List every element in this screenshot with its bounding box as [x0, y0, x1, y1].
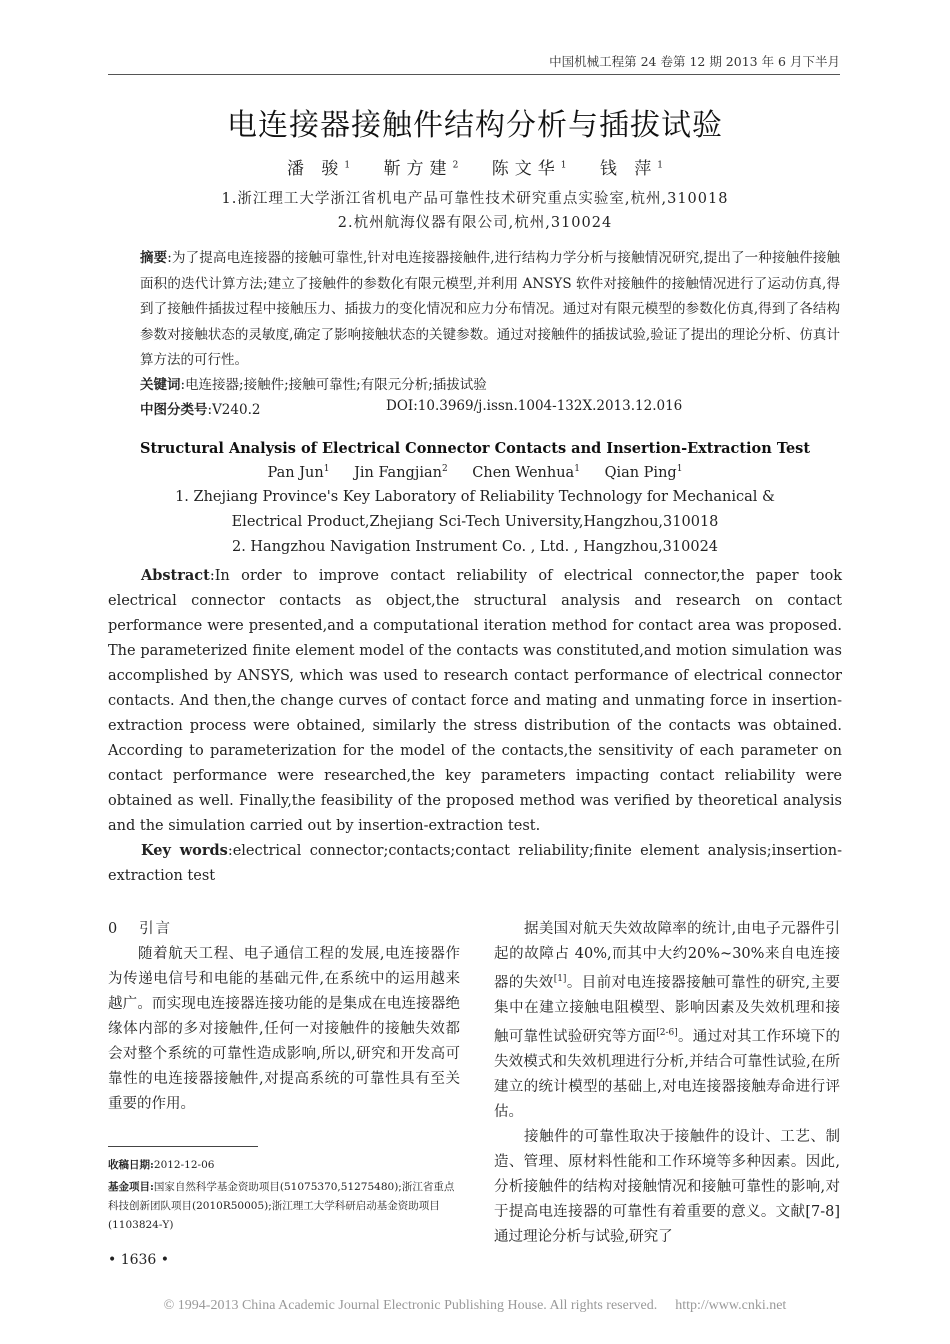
keywords-en: Key words:electrical connector;contacts;contact reliability;finite element analysis;insertion-extraction test [108, 842, 842, 884]
author-en: Chen Wenhua$^1$ [472, 464, 580, 481]
author-en: Pan Jun$^1$ [267, 464, 330, 481]
abstract-cn-text: 为了提高电连接器的接触可靠性,针对电连接器接触件,进行结构力学分析与接触情况研究,提出了一种接触件接触面积的迭代计算方法;建立了接触件的参数化有限元模型,并利用 ANSYS 软件对接触件的接触情况进行了运动仿真,得到了接触件插拔过程中接触压力、插拔力的变化情况和应力分布情况。通过对有限元模型的参数化仿真,得到了各结构参数对接触状态的灵敏度,确定了影响接触状态的关键参数。通过对接触件的插拔试验,验证了提出的理论分析、仿真计算方法的可行性。 [140, 250, 841, 368]
author-cn: 钱 萍$^1$ [599, 159, 663, 179]
affiliation-en-1: 1. Zhejiang Province's Key Laboratory of Reliability Technology for Mechanical & [175, 489, 775, 505]
author-en: Jin Fangjian$^2$ [354, 464, 448, 481]
abstract-cn: 摘要:为了提高电连接器的接触可靠性,针对电连接器接触件,进行结构力学分析与接触情况研究,提出了一种接触件接触面积的迭代计算方法;建立了接触件的参数化有限元模型,并利用 ANSYS 软件对接触件的接触情况进行了运动仿真,得到了接触件插拔过程中接触压力、插拔力的变化情况和应力分布情况。通过对有限元模型的参数化仿真,得到了各结构参数对接触状态的灵敏度,确定了影响接触状态的关键参数。通过对接触件的插拔试验,验证了提出的理论分析、仿真计算方法的可行性。 [140, 250, 841, 368]
footnote-received: 收稿日期:2012-12-06 [108, 1159, 215, 1171]
intro-paragraph-right-1: 据美国对航天失效故障率的统计,由电子元器件引起的故障占 40%,而其中大约20%~30%来自电连接器的失效[1]。目前对电连接器接触可靠性的研究,主要集中在建立接触电阻模型、影响因素及失效机理和接触可靠性试验研究等方面[2-6]。通过对其工作环境下的失效模式和失效机理进行分析,并结合可靠性试验,在所建立的统计模型的基础上,对电连接器接触寿命进行评估。 [494, 921, 841, 1120]
author-cn: 潘 骏$^1$ [287, 159, 351, 179]
authors-cn [0, 154, 950, 179]
doi: DOI:10.3969/j.issn.1004-132X.2013.12.016 [386, 398, 683, 414]
abstract-en-label: Abstract [141, 567, 210, 584]
paper-title: 电连接器接触件结构分析与插拔试验 [227, 108, 723, 143]
keywords-cn: 关键词:电连接器;接触件;接触可靠性;有限元分析;插拔试验 [140, 377, 487, 393]
footnote-rule [108, 1146, 258, 1147]
header-rule [108, 74, 840, 75]
affiliation-en-2: 2. Hangzhou Navigation Instrument Co. , Ltd. , Hangzhou,310024 [231, 539, 719, 555]
affiliation-en-1-cont: Electrical Product,Zhejiang Sci-Tech University,Hangzhou,310018 [231, 514, 719, 530]
footnote-fund: 基金项目:国家自然科学基金资助项目(51075370,51275480);浙江省重点科技创新团队项目(2010R50005);浙江理工大学科研启动基金资助项目(1103824-Y) [108, 1181, 455, 1231]
title-en: Structural Analysis of Electrical Connector Contacts and Insertion-Extraction Test [139, 440, 811, 457]
intro-paragraph-right-2: 接触件的可靠性取决于接触件的设计、工艺、制造、管理、原材料性能和工作环境等多种因素。因此,分析接触件的结构对接触情况和接触可靠性的影响,对于提高电连接器的可靠性有着重要的意义。文献[7-8]通过理论分析与试验,研究了 [494, 1129, 840, 1245]
section-heading: 0 引言 [108, 921, 173, 937]
abstract-en-text: In order to improve contact reliability of electrical connector,the paper took electrical connector contacts as object,the structural analysis and research on contact performance were presented,and a computational iteration method for contact area was proposed. The parameterized finite element model of the contacts was constituted,and motion simulation was accomplished by ANSYS, which was used to research contact performance of electrical connector contacts. And then,the change curves of contact force and mating and unmating force in insertion-extraction process were obtained, similarly the stress distribution of the contacts was obtained. According to parameterization for the model of the contacts,the sensitivity of each parameter on contact performance were researched,the key parameters impacting contact reliability were obtained as well. Finally,the feasibility of the proposed method was verified by theoretical analysis and the simulation carried out by insertion-extraction test. [108, 568, 842, 834]
journal-header: 中国机械工程第 24 卷第 12 期 2013 年 6 月下半月 [549, 54, 840, 69]
copyright-notice: © 1994-2013 China Academic Journal Electronic Publishing House. All rights reserved. http://www.cnki.net [163, 1298, 787, 1313]
abstract-en: Abstract:In order to improve contact reliability of electrical connector,the paper took electrical connector contacts as object,the structural analysis and research on contact performance were presented,and a computational iteration method for contact area was proposed. The parameterized finite element model of the contacts was constituted,and motion simulation was accomplished by ANSYS, which was used to research contact performance of electrical connector contacts. And then,the change curves of contact force and mating and unmating force in insertion-extraction process were obtained, similarly the stress distribution of the contacts was obtained. According to parameterization for the model of the contacts,the sensitivity of each parameter on contact performance were researched,the key parameters impacting contact reliability were obtained as well. Finally,the feasibility of the proposed method was verified by theoretical analysis and the simulation carried out by insertion-extraction test. [108, 567, 842, 834]
author-cn: 靳方建$^2$ [383, 159, 459, 179]
page-number: • 1636 • [108, 1252, 170, 1268]
author-cn: 陈文华$^1$ [491, 159, 567, 179]
intro-paragraph-left: 随着航天工程、电子通信工程的发展,电连接器作为传递电信号和电能的基础元件,在系统中的运用越来越广。而实现电连接器连接功能的是集成在电连接器绝缘体内部的多对接触件,任何一对接触件的接触失效都会对整个系统的可靠性造成影响,所以,研究和开发高可靠性的电连接器接触件,对提高系统的可靠性具有至关重要的作用。 [108, 946, 460, 1112]
affiliation-cn-1: 1.浙江理工大学浙江省机电产品可靠性技术研究重点实验室,杭州,310018 [221, 191, 729, 207]
cnki-link[interactable]: http://www.cnki.net [675, 1298, 787, 1313]
author-en: Qian Ping$^1$ [604, 464, 683, 481]
affiliation-cn-2: 2.杭州航海仪器有限公司,杭州,310024 [337, 215, 613, 231]
classification-line: 中图分类号:V240.2 DOI:10.3969/j.issn.1004-132X.2013.12.016 [140, 398, 683, 418]
abstract-cn-label: 摘要 [140, 250, 168, 266]
authors-en [0, 464, 950, 481]
